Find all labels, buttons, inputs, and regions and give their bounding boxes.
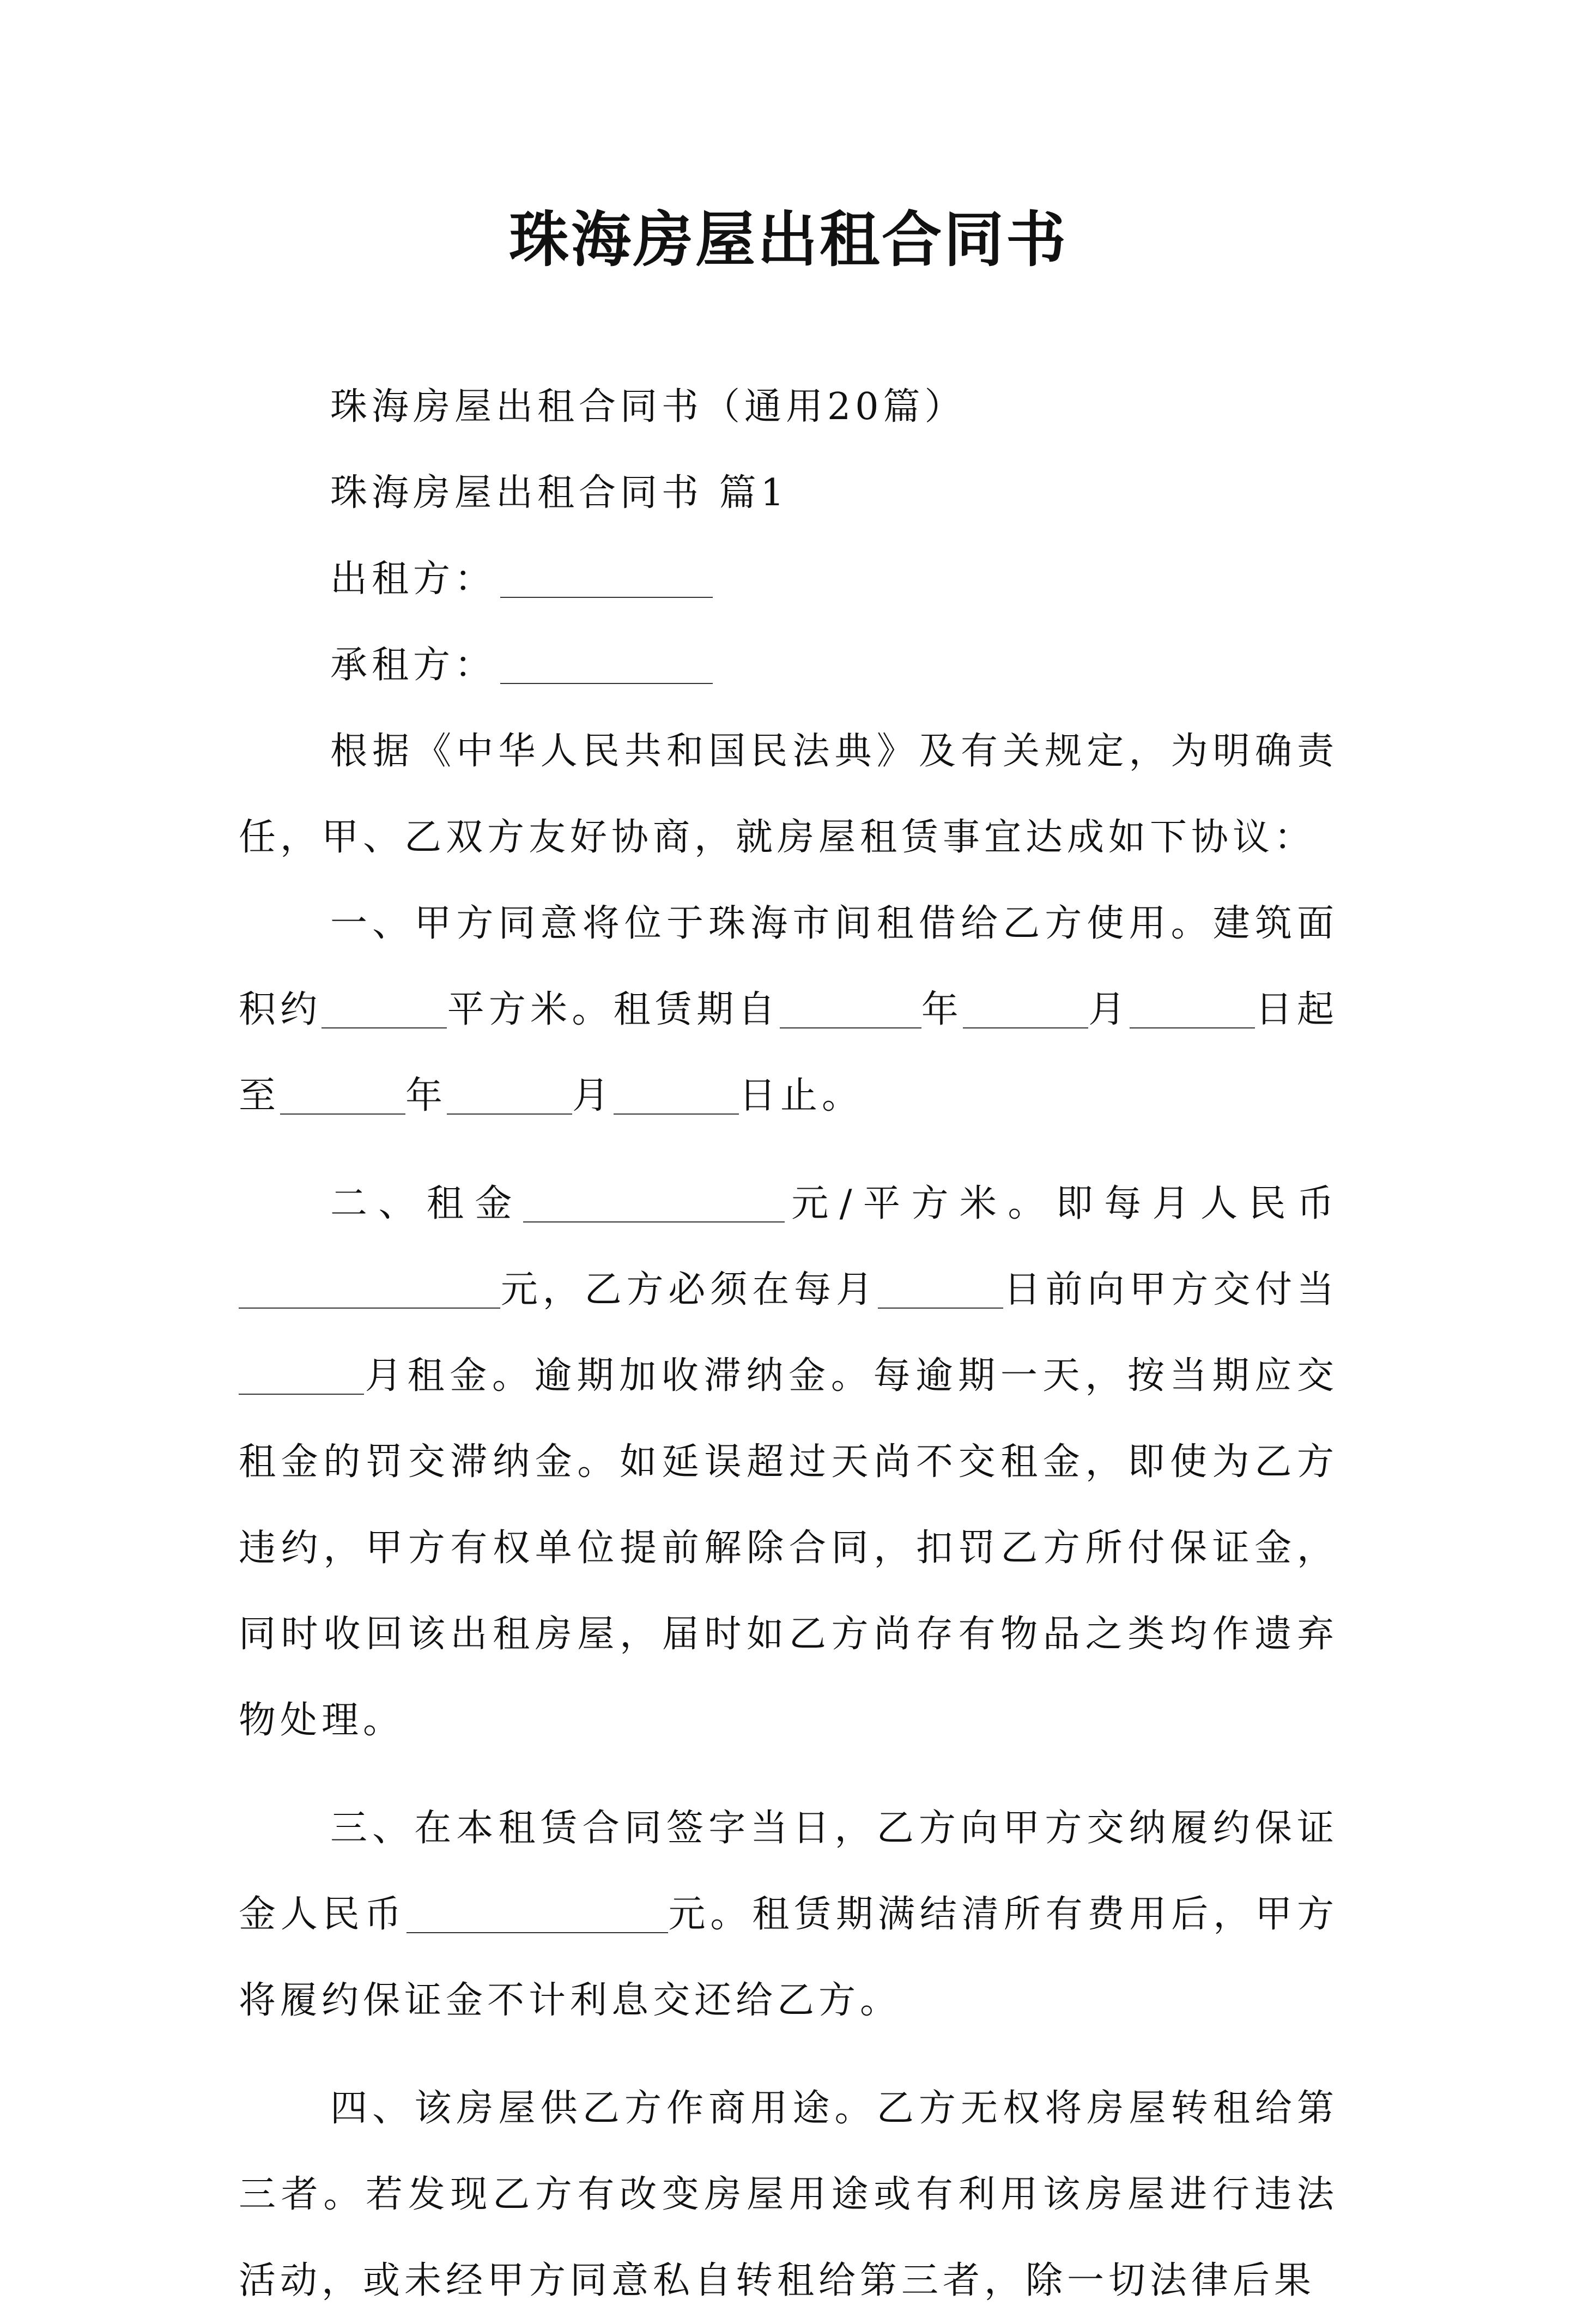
clause-3: [239, 1786, 1338, 2044]
clause-1-text-e: 日起至: [239, 988, 1338, 1117]
subtitle-text: 珠海房屋出租合同书（通用20篇）: [330, 385, 966, 428]
clause-4-text: 四、该房屋供乙方作商用途。乙方无权将房屋转租给第三者。若发现乙方有改变房屋用途或有利用该房屋进行违法活动，或未经甲方同意私自转租给第三者，除一切法律后果: [239, 2087, 1338, 2302]
intro-text: 根据《中华人民共和国民法典》及有关规定，为明确责任，甲、乙双方友好协商，就房屋租赁事宜达成如下协议：: [239, 730, 1338, 859]
lessee-line: [239, 622, 1338, 709]
start-month-blank: [963, 989, 1088, 1028]
clause-1-text-c: 年: [921, 988, 963, 1031]
end-month-blank: [447, 1075, 572, 1115]
clause-2-text-b: 元/平方米。即每月人民币: [784, 1182, 1338, 1225]
section-text: 珠海房屋出租合同书 篇1: [330, 471, 788, 515]
section-heading: [239, 450, 1338, 536]
clause-1-text-d: 月: [1088, 988, 1130, 1031]
clause-1-text-h: 日止。: [739, 1074, 864, 1117]
lessee-blank: [500, 644, 713, 684]
clause-2-text-a: 二、租金: [330, 1182, 523, 1225]
clause-2-text-e: 月租金。逾期加收滞纳金。每逾期一天，按当期应交租金的罚交滞纳金。如延误超过天尚不交租金，即使为乙方违约，甲方有权单位提前解除合同，扣罚乙方所付保证金，同时收回该出租房屋，届时如乙方尚存有物品之类均作遗弃物处理。: [239, 1354, 1338, 1742]
clause-3-text-b: 元。租赁期满结清所有费用后，甲方将履约保证金不计利息交还给乙方。: [239, 1893, 1338, 2022]
clause-3-text-a: 三、在本租赁合同签字当日，乙方向甲方交纳履约保证金人民币: [239, 1807, 1338, 1936]
rent-rate-blank: [523, 1183, 785, 1222]
pay-day-blank: [878, 1269, 1003, 1309]
lessee-label: 承租方：: [330, 644, 496, 687]
monthly-rent-blank: [239, 1269, 500, 1309]
lessor-label: 出租方：: [330, 558, 496, 601]
subtitle-line: [239, 364, 1338, 450]
clause-1-text-f: 年: [405, 1074, 447, 1117]
clause-1-text-g: 月: [572, 1074, 614, 1117]
deposit-blank: [407, 1893, 668, 1933]
clause-1: [239, 881, 1338, 1139]
start-year-blank: [780, 989, 921, 1028]
lessor-line: [239, 536, 1338, 622]
clause-4: [239, 2066, 1338, 2324]
intro-paragraph: [239, 709, 1338, 881]
area-blank: [322, 989, 447, 1028]
clause-2-text-d: 日前向甲方交付当: [1003, 1268, 1338, 1311]
start-day-blank: [1130, 989, 1255, 1028]
clause-2-text-c: 元，乙方必须在每月: [500, 1268, 878, 1311]
clause-2: [239, 1161, 1338, 1764]
clause-1-text-a: 一、甲方同意将位于珠海市间租借给乙方使用。建筑面积约: [239, 902, 1338, 1031]
end-year-blank: [280, 1075, 405, 1115]
document-title: 珠海房屋出租合同书: [509, 204, 1068, 275]
clause-1-text-b: 平方米。租赁期自: [447, 988, 780, 1031]
document-body: [239, 364, 1338, 2324]
lessor-blank: [500, 558, 713, 598]
end-day-blank: [614, 1075, 739, 1115]
pay-month-blank: [239, 1355, 364, 1395]
